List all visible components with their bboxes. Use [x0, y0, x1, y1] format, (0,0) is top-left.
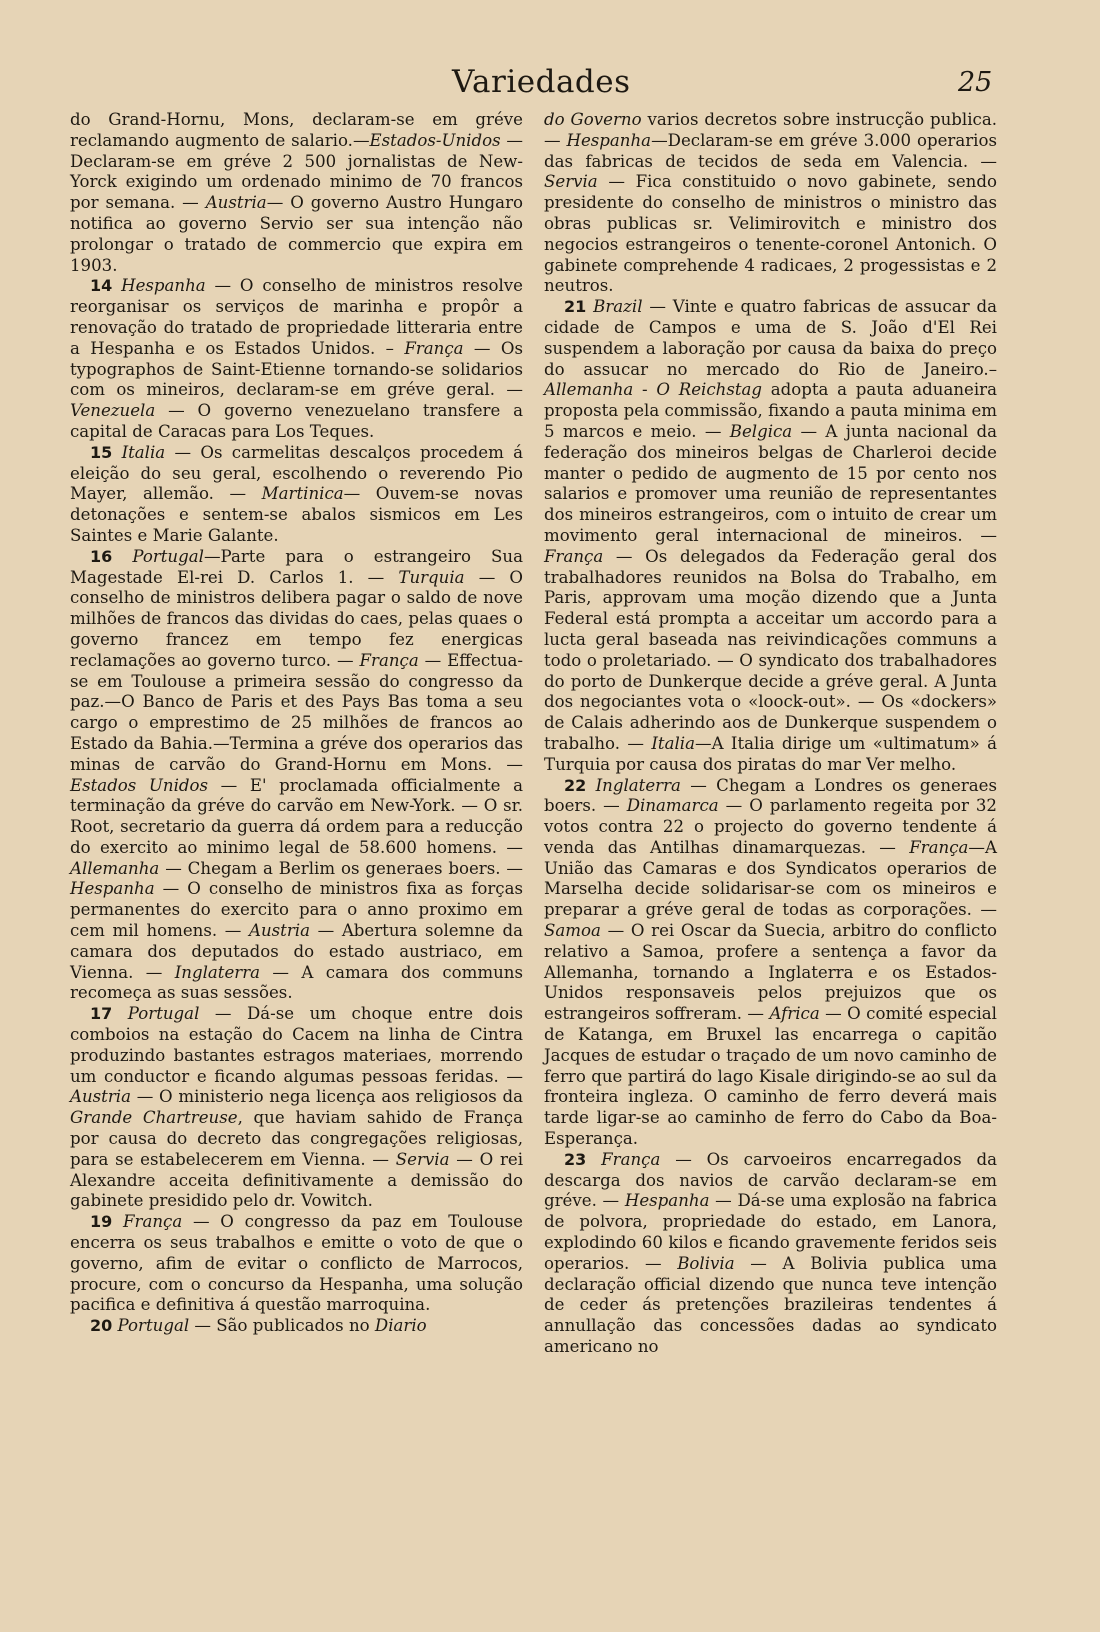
- dated-entry: 14 Hespanha — O conselho de ministros resolve reorganisar os serviços de marinha e propôr a renovação do tratado de propriedade litteraria entre a Hespanha e os Estados Unidos. – França — Os typographos de Saint-Etienne tornando-se solidarios com os mineiros, declaram-se em gréve geral. — Venezuela — O governo venezuelano transfere a capital de Caracas para Los Teques.: [70, 276, 523, 441]
- country-name: Inglaterra: [595, 775, 681, 795]
- country-name: Samoa: [544, 921, 601, 941]
- country-name: Allemanha: [544, 380, 634, 400]
- country-name: Hespanha: [624, 1191, 710, 1211]
- continued-paragraph: do Grand-Hornu, Mons, declaram-se em gréve reclamando augmento de salario.—Estados-Unidos — Declaram-se em gréve 2 500 jornalistas de New-Yorck exigindo um ordenado minimo de 70 francos por semana. — Austria— O governo Austro Hungaro notifica ao governo Servio ser sua intenção não prolongar o tratado de commercio que expira em 1903.: [70, 110, 523, 275]
- dated-entry: 21 Brazil — Vinte e quatro fabricas de assucar da cidade de Campos e uma de S. João d'El Rei suspendem a laboração por causa da baixa do preço do assucar no mercado do Rio de Janeiro.– Allemanha - O Reichstag adopta a pauta aduaneira proposta pela commissão, fixando a pauta minima em 5 marcos e meio. — Belgica — A junta nacional da federação dos mineiros belgas de Charleroi decide manter o pedido de augmento de 15 por cento nos salarios e promover uma reunião de representantes dos mineiros estrangeiros, com o intuito de crear um movimento geral internacional de mineiros. — França — Os delegados da Federação geral dos trabalhadores reunidos na Bolsa do Trabalho, em Paris, approvam uma moção dizendo que a Junta Federal está prompta a acceitar um accordo para a lucta geral baseada nas reivindicações communs a todo o proletariado. — O syndicato dos trabalhadores do porto de Dunkerque decide a gréve geral. A Junta dos negociantes vota o «loock-out». — Os «dockers» de Calais adherindo aos de Dunkerque suspendem o trabalho. — Italia—A Italia dirige um «ultimatum» á Turquia por causa dos piratas do mar Ver melho.: [544, 297, 998, 774]
- country-name: Bolivia: [677, 1253, 735, 1273]
- country-name: França: [359, 650, 419, 670]
- country-name: França: [909, 837, 969, 857]
- entry-day: 14: [90, 276, 113, 296]
- country-name: França: [123, 1212, 183, 1232]
- dated-entry: 22 Inglaterra — Chegam a Londres os generaes boers. — Dinamarca — O parlamento regeita por 32 votos contra 22 o projecto do governo tendente á venda das Antilhas dinamarquezas. — França—A União das Camaras e dos Syndicatos operarios de Marselha decide solidarisar-se com os mineiros e preparar a gréve geral de todas as corporações. — Samoa — O rei Oscar da Suecia, arbitro do conflicto relativo a Samoa, profere a sentença a favor da Allemanha, tornando a Inglaterra e os Estados-Unidos responsaveis pelos prejuizos que os estrangeiros soffreram. — Africa — O comité especial de Katanga, em Bruxel las encarrega o capitão Jacques de estudar o traçado de um novo caminho de ferro que partirá do lago Kisale dirigindo-se ao sul da fronteira ingleza. O caminho de ferro deverá mais tarde ligar-se ao caminho de ferro do Cabo da Boa-Esperança.: [544, 775, 997, 1149]
- dated-entry: 23 França — Os carvoeiros encarregados da descarga dos navios de carvão declaram-se em gréve. — Hespanha — Dá-se uma explosão na fabrica de polvora, propriedade do estado, em Lanora, explodindo 60 kilos e ficando gravemente feridos seis operarios. — Bolivia — A Bolivia publica uma declaração official dizendo que nunca teve intenção de ceder ás pretenções brazileiras tendentes á annullação das concessões dadas ao syndicato americano no: [544, 1149, 998, 1357]
- country-name: O Reichstag: [656, 380, 763, 400]
- country-name: Servia: [544, 172, 598, 192]
- dated-entry: 17 Portugal — Dá-se um choque entre dois comboios na estação do Cacem na linha de Cintra produzindo bastantes estragos materiaes, morrendo um conductor e ficando algumas pessoas feridas. — Austria — O ministerio nega licença aos religiosos da Grande Chartreuse, que haviam sahido de França por causa do decreto das congregações religiosas, para se estabelecerem em Vienna. — Servia — O rei Alexandre acceita definitivamente a demissão do gabinete presidido pelo dr. Vowitch.: [70, 1004, 523, 1211]
- country-name: França: [601, 1149, 661, 1169]
- entry-day: 16: [90, 546, 113, 566]
- country-name: Martinica: [261, 484, 344, 504]
- country-name: Hespanha: [566, 130, 652, 150]
- right-column: [544, 110, 997, 1358]
- country-name: do Governo: [544, 110, 642, 129]
- entry-day: 19: [90, 1212, 113, 1232]
- running-head: [0, 64, 1100, 108]
- country-name: Austria: [205, 193, 267, 213]
- country-name: Austria: [70, 1087, 131, 1107]
- country-name: Servia: [395, 1149, 450, 1169]
- entry-day: 20: [90, 1316, 113, 1336]
- entry-day: 22: [564, 775, 587, 795]
- country-name: Hespanha: [121, 276, 206, 296]
- country-name: Portugal: [117, 1316, 190, 1336]
- country-name: Italia: [651, 733, 695, 753]
- page-number: 25: [958, 67, 993, 98]
- country-name: Estados Unidos: [70, 775, 209, 795]
- entry-day: 23: [564, 1149, 587, 1169]
- country-name: Allemanha: [70, 858, 160, 878]
- entry-day: 15: [90, 442, 113, 462]
- country-name: Estados-Unidos: [369, 130, 501, 150]
- country-name: Hespanha: [70, 879, 155, 899]
- left-column: [70, 110, 523, 1337]
- country-name: Venezuela: [70, 401, 156, 421]
- dated-entry: 20 Portugal — São publicados no Diario: [90, 1316, 427, 1336]
- country-name: Austria: [248, 921, 310, 941]
- country-name: Portugal: [132, 546, 204, 566]
- country-name: Belgica: [729, 421, 793, 441]
- entry-day: 21: [564, 297, 587, 317]
- country-name: França: [544, 546, 604, 566]
- entry-day: 17: [90, 1004, 113, 1024]
- country-name: Inglaterra: [174, 962, 261, 982]
- country-name: Turquia: [398, 567, 465, 587]
- dated-entry: 15 Italia — Os carmelitas descalços procedem á eleição do seu geral, escolhendo o reverendo Pio Mayer, allemão. — Martinica— Ouvem-se novas detonações e sentem-se abalos sismicos em Les Saintes e Marie Galante.: [70, 442, 523, 545]
- page-title: Variedades: [452, 64, 631, 100]
- dated-entry: 16 Portugal—Parte para o estrangeiro Sua Magestade El-rei D. Carlos 1. — Turquia — O conselho de ministros delibera pagar o saldo de nove milhões de francos das dividas do caes, pelas quaes o governo francez em tempo fez energicas reclamações ao governo turco. — França — Effectua-se em Toulouse a primeira sessão do congresso da paz.—O Banco de Paris et des Pays Bas toma a seu cargo o emprestimo de 25 milhões de francos ao Estado da Bahia.—Termina a gréve dos operarios das minas de carvão do Grand-Hornu em Mons. — Estados Unidos — E' proclamada officialmente a terminação da gréve do carvão em New-York. — O sr. Root, secretario da guerra dá ordem para a reducção do exercito ao minimo legal de 58.600 homens. — Allemanha — Chegam a Berlim os generaes boers. — Hespanha — O conselho de ministros fixa as forças permanentes do exercito para o anno proximo em cem mil homens. — Austria — Abertura solemne da camara dos deputados do estado austriaco, em Vienna. — Inglaterra — A camara dos communs recomeça as suas sessões.: [70, 546, 524, 1003]
- continued-paragraph: do Governo varios decretos sobre instrucção publica. — Hespanha—Declaram-se em gréve 3.000 operarios das fabricas de tecidos de seda em Valencia. — Servia — Fica constituido o novo gabinete, sendo presidente do conselho de ministros o ministro das obras publicas sr. Velimirovitch e ministro dos negocios estrangeiros o tenente-coronel Antonich. O gabinete comprehende 4 radicaes, 2 progessistas e 2 neutros.: [544, 110, 997, 296]
- dated-entry: 19 França — O congresso da paz em Toulouse encerra os seus trabalhos e emitte o voto de que o governo, afim de evitar o conflicto de Marrocos, procure, com o concurso da Hespanha, uma solução pacifica e definitiva á questão marroquina.: [70, 1212, 523, 1315]
- country-name: Diario: [374, 1316, 427, 1336]
- country-name: Portugal: [127, 1004, 200, 1024]
- country-name: Dinamarca: [626, 796, 719, 816]
- country-name: Brazil: [593, 297, 643, 317]
- country-name: Africa: [769, 1004, 820, 1024]
- country-name: Italia: [121, 442, 166, 462]
- country-name: França: [404, 338, 464, 358]
- country-name: Grande Chartreuse: [70, 1108, 238, 1128]
